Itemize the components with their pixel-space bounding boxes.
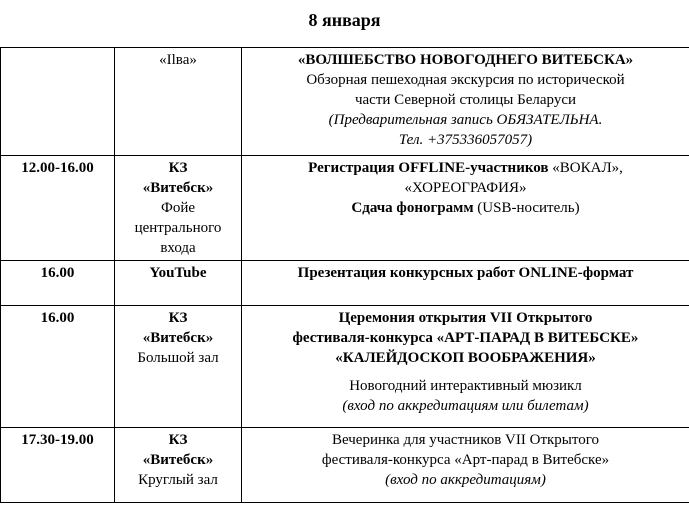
table-row xyxy=(1,428,689,503)
event-title: «КАЛЕЙДОСКОП ВООБРАЖЕНИЯ» xyxy=(335,350,596,366)
event-cell xyxy=(242,261,689,306)
place-line: центрального xyxy=(134,220,222,236)
table-row xyxy=(1,48,689,156)
event-title: «ВОЛШЕБСТВО НОВОГОДНЕГО ВИТЕБСКА» xyxy=(297,52,634,68)
time-cell: 16.00 xyxy=(1,261,115,306)
place-line: Большой зал xyxy=(137,350,219,366)
place-line: «Витебск» xyxy=(142,180,214,196)
event-description: Вечеринка для участников VII Открытого xyxy=(331,432,600,448)
place-line: входа xyxy=(160,240,196,256)
event-description: фестиваля-конкурса «Арт-парад в Витебске» xyxy=(321,452,610,468)
event-cell xyxy=(242,306,689,428)
event-title: Презентация конкурсных работ ONLINE-формат xyxy=(297,265,634,281)
time-cell: 16.00 xyxy=(1,306,115,428)
phonogram-media: (USB-носитель) xyxy=(473,200,580,216)
event-description: Обзорная пешеходная экскурсия по исторической xyxy=(306,72,625,88)
schedule-table xyxy=(0,47,689,503)
registration-label: Регистрация OFFLINE-участников xyxy=(308,160,549,176)
place-line: Круглый зал xyxy=(138,472,218,488)
event-title: фестиваля-конкурса «АРТ-ПАРАД В ВИТЕБСКЕ» xyxy=(292,330,639,346)
place-line: КЗ xyxy=(168,310,188,326)
event-cell xyxy=(242,428,689,503)
place-cell xyxy=(115,156,242,261)
table-row xyxy=(1,261,689,306)
time-cell xyxy=(1,48,115,156)
place-line: «Витебск» xyxy=(142,452,214,468)
phonogram-label: Сдача фонограмм xyxy=(351,200,474,216)
place-line: «Витебск» xyxy=(142,330,214,346)
place-cell xyxy=(115,48,242,156)
event-cell xyxy=(242,156,689,261)
place-cell xyxy=(115,428,242,503)
event-note: (вход по аккредитациям или билетам) xyxy=(342,398,589,414)
registration-categories-cont: «ХОРЕОГРАФИЯ» xyxy=(404,180,527,196)
time-cell: 12.00-16.00 xyxy=(1,156,115,261)
event-cell xyxy=(242,48,689,156)
event-note: (вход по аккредитациям) xyxy=(385,472,546,488)
event-title: Церемония открытия VII Открытого xyxy=(338,310,593,326)
place-line: «Ilва» xyxy=(159,52,197,68)
place-line: КЗ xyxy=(168,432,188,448)
place-line: КЗ xyxy=(168,160,188,176)
spacer xyxy=(245,368,686,376)
place-line: Фойе xyxy=(160,200,196,216)
place-cell xyxy=(115,261,242,306)
table-row xyxy=(1,156,689,261)
registration-categories: «ВОКАЛ», xyxy=(548,160,623,176)
event-registration xyxy=(245,158,686,178)
event-note: (Предварительная запись ОБЯЗАТЕЛЬНА. xyxy=(328,112,603,128)
event-description: Новогодний интерактивный мюзикл xyxy=(349,378,582,394)
table-row xyxy=(1,306,689,428)
event-phonogram xyxy=(245,198,686,218)
event-note: Тел. +375336057057) xyxy=(398,132,533,148)
event-description: части Северной столицы Беларуси xyxy=(354,92,577,108)
time-cell: 17.30-19.00 xyxy=(1,428,115,503)
place-line: YouTube xyxy=(149,265,207,281)
place-cell xyxy=(115,306,242,428)
page-title: 8 января xyxy=(308,10,381,30)
